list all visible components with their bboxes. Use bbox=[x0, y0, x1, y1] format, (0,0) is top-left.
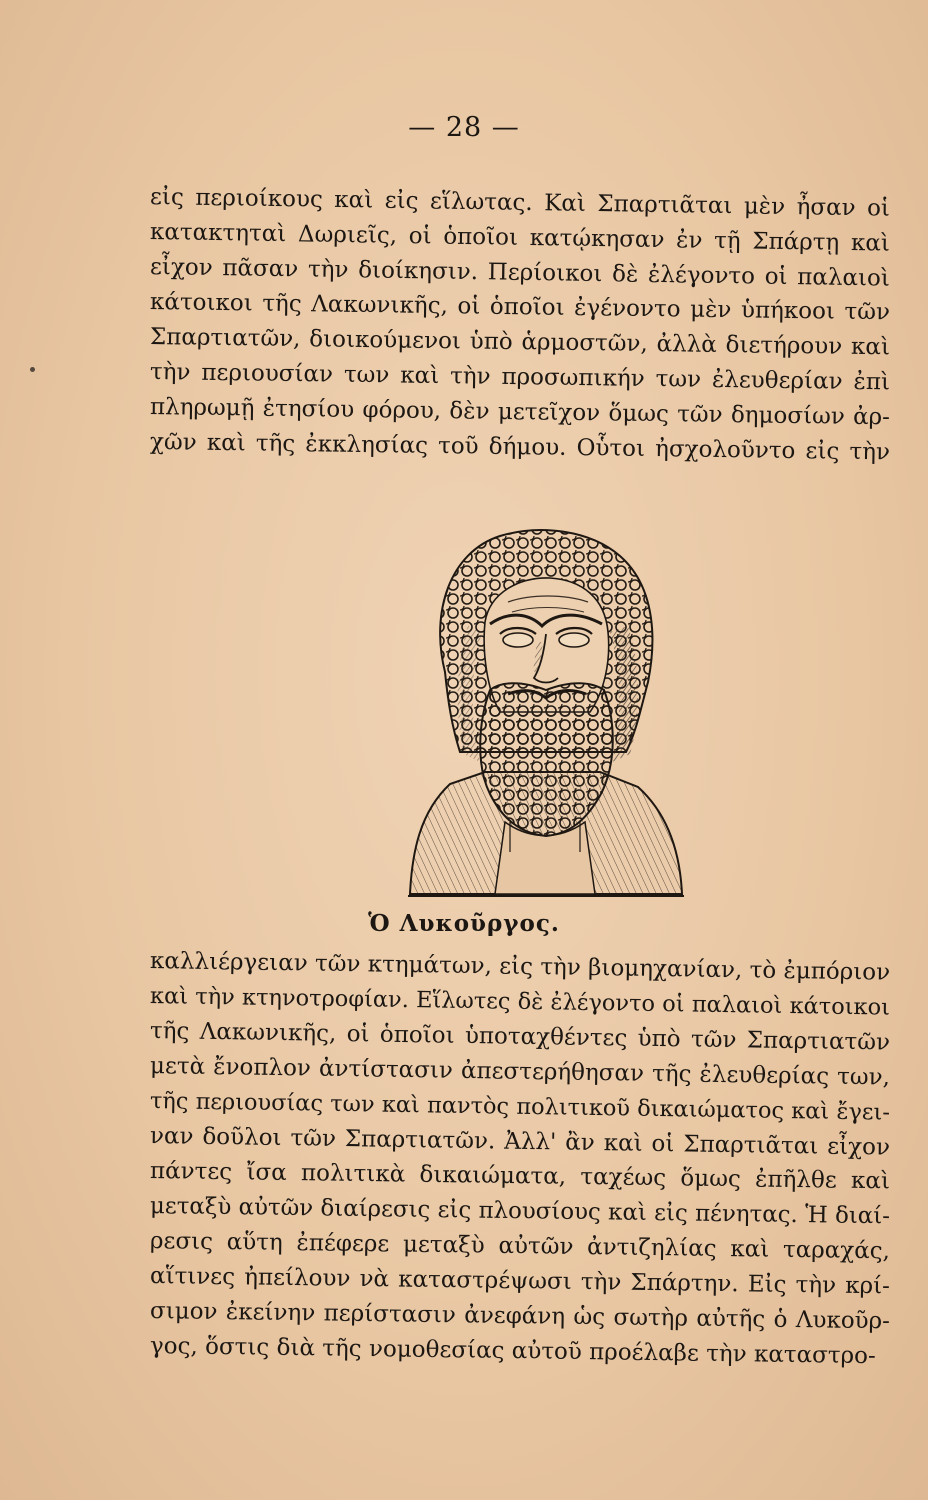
text-line: πάντες ἴσα πολιτικὰ δικαιώματα, ταχέως ὅμως ἐπῆλθε καὶ bbox=[149, 1158, 891, 1195]
text-line: πληρωμῇ ἐτησίου φόρου, δὲν μετεῖχον ὅμως τῶν δημοσίων ἀρ- bbox=[149, 394, 891, 431]
page-number: — 28 — bbox=[408, 112, 520, 143]
text-line: σιμον ἐκείνην περίστασιν ἀνεφάνη ὡς σωτὴρ αὐτῆς ὁ Λυκοῦρ- bbox=[149, 1298, 891, 1335]
figure-caption: Ὁ Λυκοῦργος. bbox=[368, 910, 560, 937]
text-line: καὶ τὴν κτηνοτροφίαν. Εἵλωτες δὲ ἐλέγοντο οἱ παλαιοὶ κάτοικοι bbox=[149, 983, 891, 1021]
text-line: εἰς περιοίκους καὶ εἰς εἵλωτας. Καὶ Σπαρτιᾶται μὲν ἦσαν οἱ bbox=[149, 184, 891, 222]
bottom-paragraph bbox=[149, 944, 891, 1370]
text-line: ρεσις αὕτη ἐπέφερε μεταξὺ αὐτῶν ἀντιζηλίας καὶ ταραχάς, bbox=[149, 1228, 891, 1265]
top-paragraph bbox=[149, 180, 891, 466]
lycurgus-bust-illustration bbox=[390, 522, 690, 902]
text-line: τῆς Λακωνικῆς, οἱ ὁποῖοι ὑποταχθέντες ὑπὸ τῶν Σπαρτιατῶν bbox=[149, 1018, 891, 1056]
text-line: χῶν καὶ τῆς ἐκκλησίας τοῦ δήμου. Οὗτοι ἠσχολοῦντο εἰς τὴν bbox=[149, 429, 891, 466]
text-line: καλλιέργειαν τῶν κτημάτων, εἰς τὴν βιομηχανίαν, τὸ ἐμπόριον bbox=[149, 948, 891, 986]
text-line: εἶχον πᾶσαν τὴν διοίκησιν. Περίοικοι δὲ ἐλέγοντο οἱ παλαιοὶ bbox=[149, 254, 891, 292]
text-line: γος, ὅστις διὰ τῆς νομοθεσίας αὐτοῦ προέλαβε τὴν καταστρο- bbox=[149, 1333, 876, 1370]
bust-engraving-icon bbox=[390, 522, 690, 902]
text-line: τὴν περιουσίαν των καὶ τὴν προσωπικήν των ἐλευθερίαν ἐπὶ bbox=[149, 359, 891, 396]
text-line: ναν δοῦλοι τῶν Σπαρτιατῶν. Ἀλλ' ἂν καὶ οἱ Σπαρτιᾶται εἶχον bbox=[149, 1123, 891, 1161]
text-line: Σπαρτιατῶν, διοικούμενοι ὑπὸ ἁρμοστῶν, ἀλλὰ διετήρουν καὶ bbox=[149, 324, 891, 361]
text-line: μετὰ ἔνοπλον ἀντίστασιν ἀπεστερήθησαν τῆς ἐλευθερίας των, bbox=[149, 1053, 891, 1091]
text-line: αἵτινες ἠπείλουν νὰ καταστρέψωσι τὴν Σπάρτην. Εἰς τὴν κρί- bbox=[149, 1263, 891, 1300]
text-line: μεταξὺ αὐτῶν διαίρεσις εἰς πλουσίους καὶ εἰς πένητας. Ἡ διαί- bbox=[149, 1193, 891, 1230]
text-line: κατακτηταὶ Δωριεῖς, οἱ ὁποῖοι κατῴκησαν ἐν τῇ Σπάρτῃ καὶ bbox=[149, 219, 891, 257]
text-line: κάτοικοι τῆς Λακωνικῆς, οἱ ὁποῖοι ἐγένοντο μὲν ὑπήκοοι τῶν bbox=[149, 289, 891, 326]
ink-speck bbox=[30, 367, 35, 372]
text-line: τῆς περιουσίας των καὶ παντὸς πολιτικοῦ δικαιώματος καὶ ἔγει- bbox=[149, 1088, 891, 1126]
